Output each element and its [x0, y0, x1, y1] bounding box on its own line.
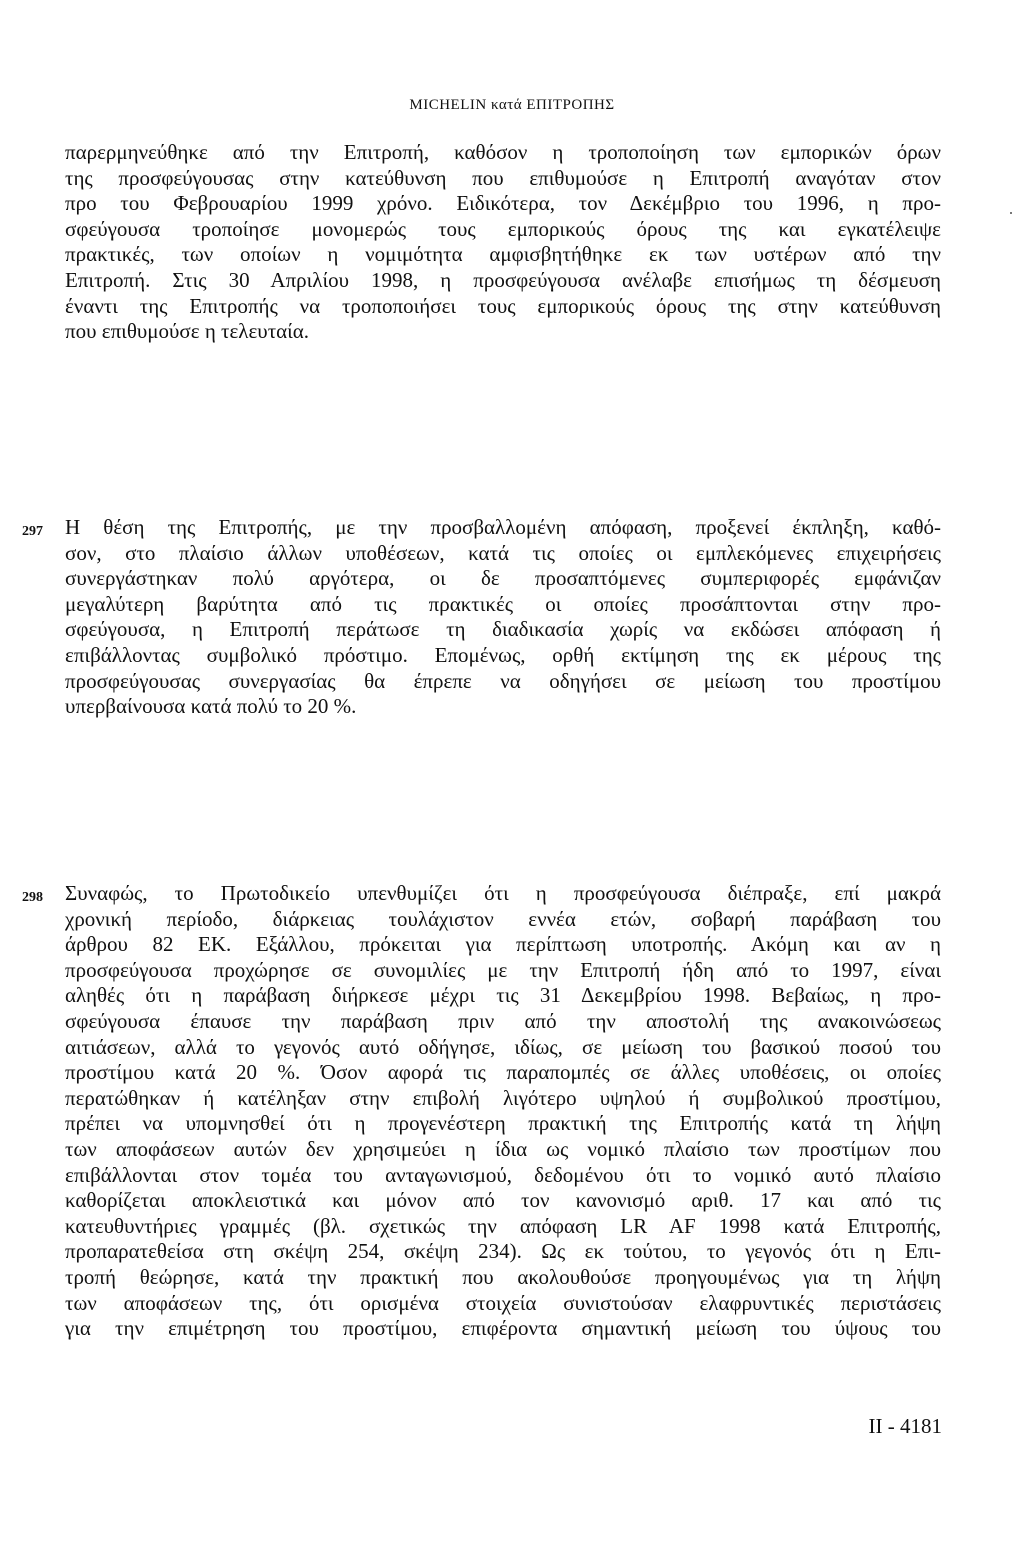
- scan-speck: [1010, 212, 1012, 214]
- text-line: χρονική περίοδο, διάρκειας τουλάχιστον εννέα ετών, σοβαρή παράβαση του: [65, 906, 941, 931]
- text-line: σφεύγουσα, η Επιτροπή περάτωσε τη διαδικασία χωρίς να εκδώσει απόφαση ή: [65, 617, 941, 642]
- text-line: Συναφώς, το Πρωτοδικείο υπενθυμίζει ότι η προσφεύγουσα διέπραξε, επί μακρά: [65, 881, 941, 905]
- paragraph-number: 298: [22, 890, 43, 905]
- running-head: MICHELIN κατά ΕΠΙΤΡΟΠΗΣ: [409, 97, 615, 113]
- text-line: Η θέση της Επιτροπής, με την προσβαλλομένη απόφαση, προξενεί έκπληξη, καθό-: [65, 515, 941, 539]
- text-line: σφεύγουσα τροποίησε μονομερώς τους εμπορικούς όρους της και εγκατέλειψε: [65, 216, 941, 241]
- text-line: επιβάλλονται στον τομέα του ανταγωνισμού, δεδομένου ότι το νομικό αυτό πλαίσιο: [65, 1162, 941, 1187]
- continuation-paragraph: [65, 140, 941, 345]
- text-line: μεγαλύτερη βαρύτητα από τις πρακτικές οι οποίες προσάπτονται στην προ-: [65, 591, 941, 616]
- text-line: αιτιάσεων, αλλά το γεγονός αυτό οδήγησε, ιδίως, σε μείωση του βασικού ποσού του: [65, 1034, 941, 1059]
- text-line: παρερμηνεύθηκε από την Επιτροπή, καθόσον η τροποποίηση των εμπορικών όρων: [65, 140, 941, 164]
- text-line: Επιτροπή. Στις 30 Απριλίου 1998, η προσφεύγουσα ανέλαβε επισήμως τη δέσμευση: [65, 267, 941, 292]
- paragraph-298: [65, 881, 941, 1342]
- text-line: σον, στο πλαίσιο άλλων υποθέσεων, κατά τις οποίες οι εμπλεκόμενες επιχειρήσεις: [65, 540, 941, 565]
- text-line: κατευθυντήριες γραμμές (βλ. σχετικώς την απόφαση LR AF 1998 κατά Επιτροπής,: [65, 1213, 941, 1238]
- text-line: επιβάλλοντας συμβολικό πρόστιμο. Επομένως, ορθή εκτίμηση της εκ μέρους της: [65, 642, 941, 667]
- text-line: σφεύγουσα έπαυσε την παράβαση πριν από την αποστολή της ανακοινώσεως: [65, 1008, 941, 1033]
- text-line: για την επιμέτρηση του προστίμου, επιφέροντα σημαντική μείωση του ύψους του: [65, 1316, 941, 1341]
- text-line: των αποφάσεων αυτών δεν χρησιμεύει η ίδια ως νομικό πλαίσιο των προστίμων που: [65, 1136, 941, 1161]
- text-line: προ του Φεβρουαρίου 1999 χρόνο. Ειδικότερα, τον Δεκέμβριο του 1996, η προ-: [65, 191, 941, 216]
- text-line: άρθρου 82 ΕΚ. Εξάλλου, πρόκειται για περίπτωση υποτροπής. Ακόμη και αν η: [65, 932, 941, 957]
- text-line: καθορίζεται αποκλειστικά και μόνον από τον κανονισμό αριθ. 17 και από τις: [65, 1188, 941, 1213]
- text-line: πρακτικές, των οποίων η νομιμότητα αμφισβητήθηκε εκ των υστέρων από την: [65, 242, 941, 267]
- text-line: υπερβαίνουσα κατά πολύ το 20 %.: [65, 694, 357, 719]
- page-number: II - 4181: [868, 1414, 942, 1438]
- text-line: που επιθυμούσε η τελευταία.: [65, 319, 310, 344]
- text-line: προστίμου κατά 20 %. Όσον αφορά τις παραπομπές σε άλλες υποθέσεις, οι οποίες: [65, 1060, 941, 1085]
- text-line: προσφεύγουσα προχώρησε σε συνομιλίες με την Επιτροπή ήδη από το 1997, είναι: [65, 957, 941, 982]
- text-line: τροπή θεώρησε, κατά την πρακτική που ακολουθούσε προηγουμένως για τη λήψη: [65, 1264, 941, 1289]
- text-line: έναντι της Επιτροπής να τροποποιήσει τους εμπορικούς όρους της στην κατεύθυνση: [65, 293, 941, 318]
- text-line: αληθές ότι η παράβαση διήρκεσε μέχρι τις 31 Δεκεμβρίου 1998. Βεβαίως, η προ-: [65, 983, 941, 1008]
- text-line: πρέπει να υπομνησθεί ότι η προγενέστερη πρακτική της Επιτροπής κατά τη λήψη: [65, 1111, 941, 1136]
- text-line: των αποφάσεων της, ότι ορισμένα στοιχεία συνιστούσαν ελαφρυντικές περιστάσεις: [65, 1290, 941, 1315]
- paragraph-number: 297: [22, 524, 43, 539]
- text-line: προσφεύγουσας συνεργασίας θα έπρεπε να οδηγήσει σε μείωση του προστίμου: [65, 668, 941, 693]
- text-line: συνεργάστηκαν πολύ αργότερα, οι δε προσαπτόμενες συμπεριφορές εμφάνιζαν: [65, 566, 941, 591]
- paragraph-297: [65, 515, 941, 720]
- text-line: της προσφεύγουσας στην κατεύθυνση που επιθυμούσε η Επιτροπή αναγόταν στον: [65, 165, 941, 190]
- text-line: προπαρατεθείσα στη σκέψη 254, σκέψη 234). Ως εκ τούτου, το γεγονός ότι η Επι-: [65, 1239, 941, 1264]
- text-line: περατώθηκαν ή κατέληξαν στην επιβολή λιγότερο υψηλού ή συμβολικού προστίμου,: [65, 1085, 941, 1110]
